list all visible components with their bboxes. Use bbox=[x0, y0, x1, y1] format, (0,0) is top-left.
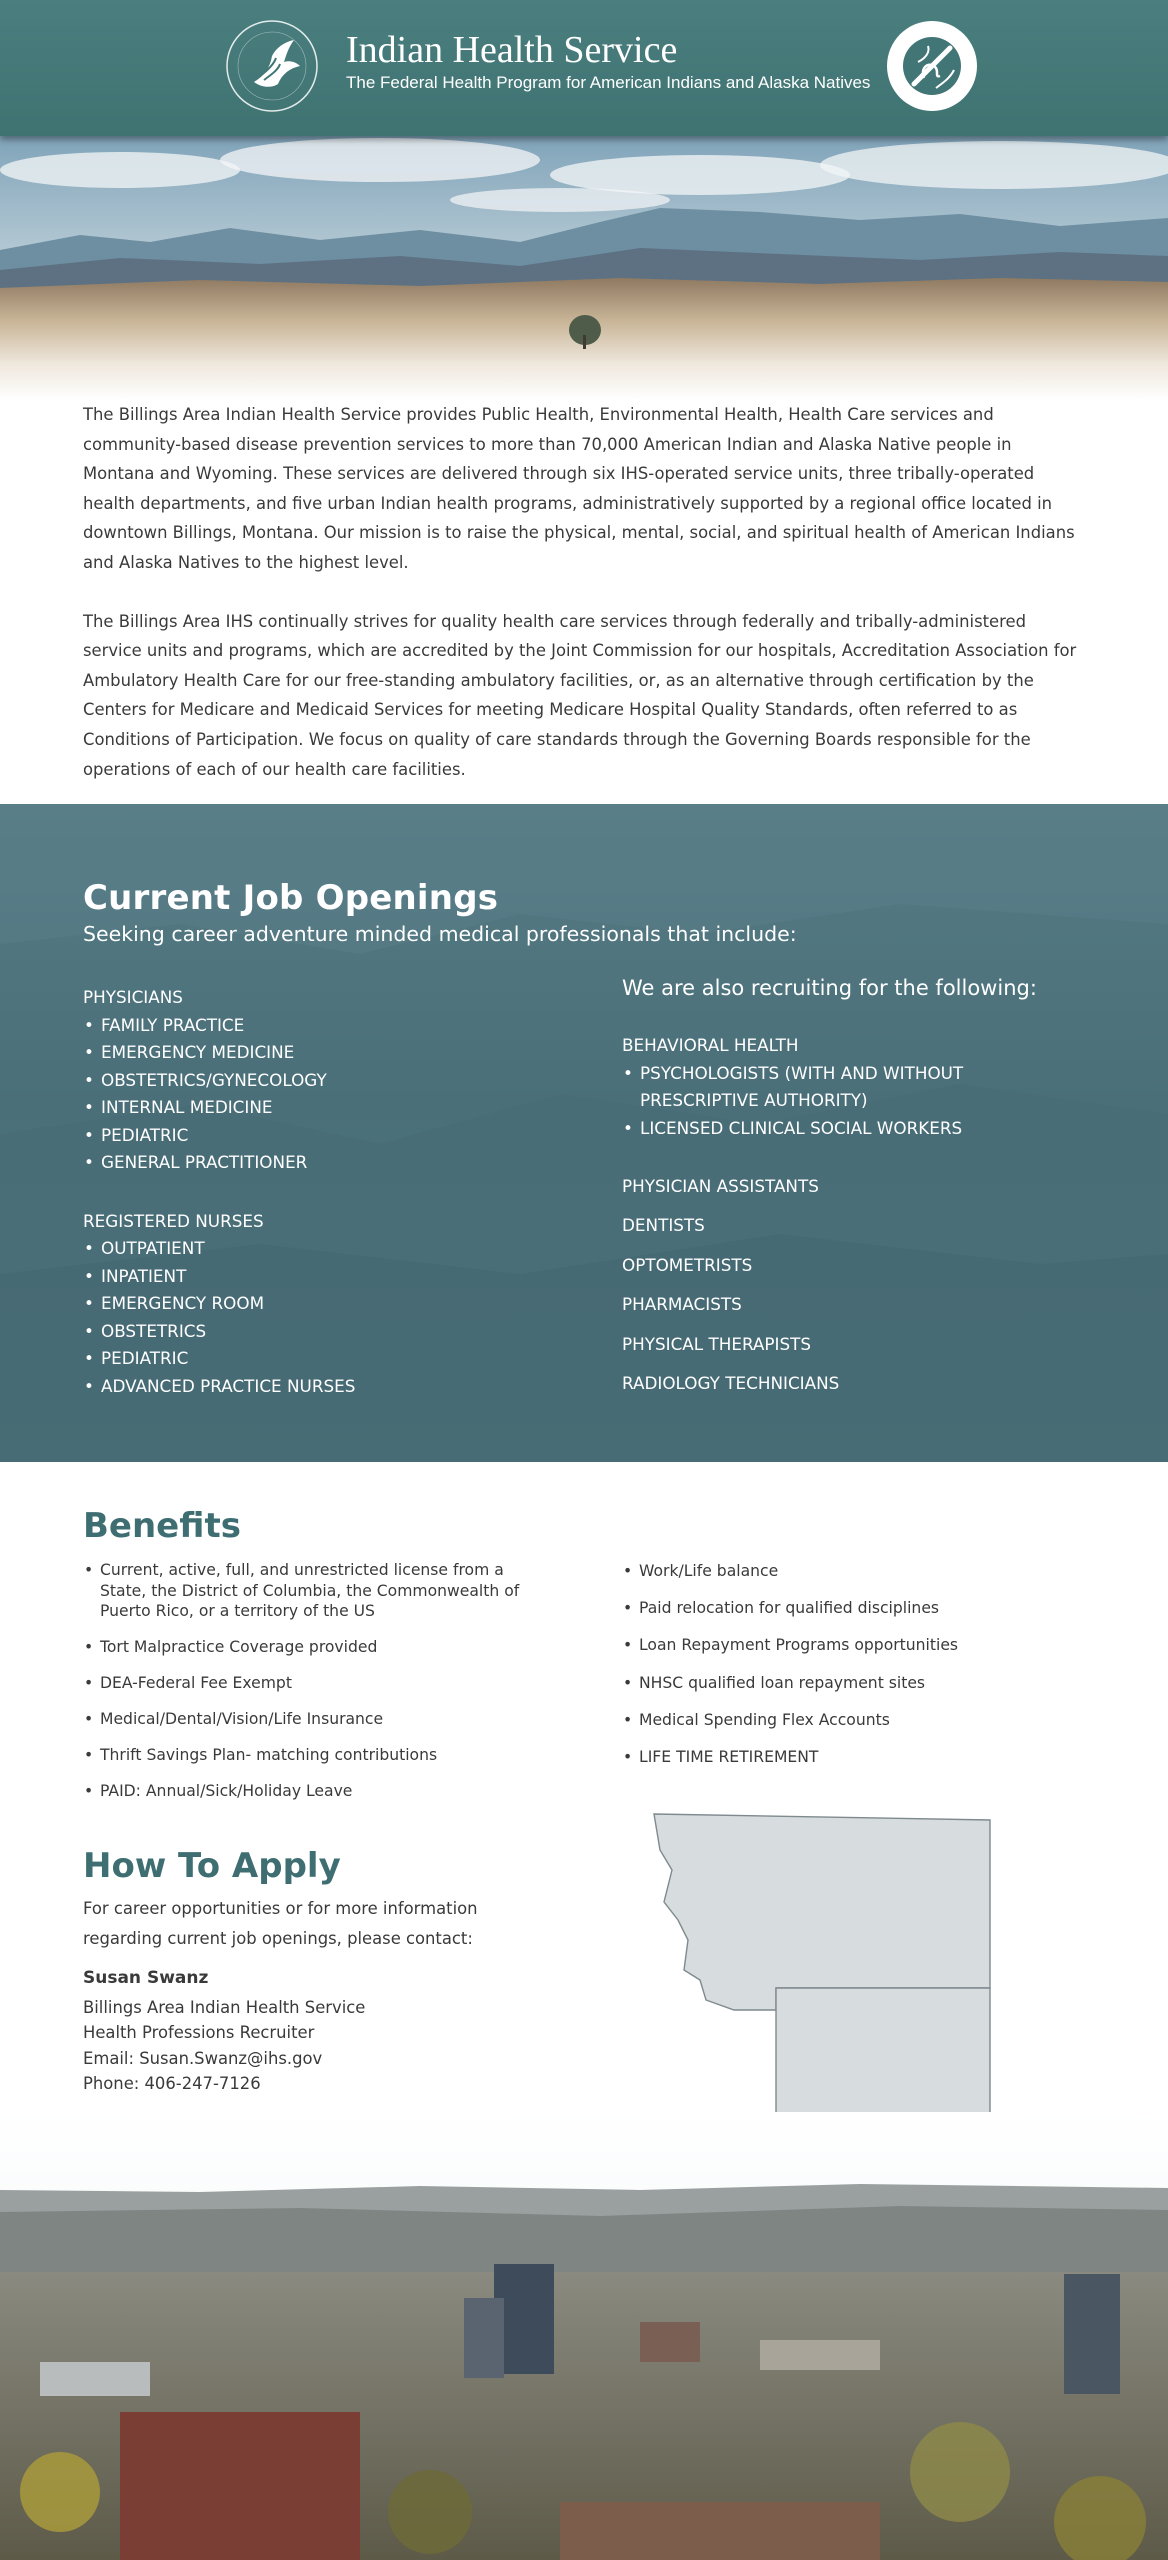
hhs-eagle-seal-icon bbox=[224, 18, 320, 114]
jobs-subtitle: Seeking career adventure minded medical professionals that include: bbox=[83, 922, 797, 946]
contact-role: Health Professions Recruiter bbox=[83, 2023, 315, 2042]
job-openings-section bbox=[0, 804, 1168, 1462]
jobs-title: Current Job Openings bbox=[83, 878, 499, 918]
physicians-heading: PHYSICIANS bbox=[83, 987, 183, 1007]
site-title: Indian Health Service bbox=[346, 29, 678, 71]
nurses-list bbox=[83, 1235, 583, 1400]
jobs-left-column bbox=[83, 984, 583, 1400]
list-item: • Current, active, full, and unrestricted license from a State, the District of Columbia, the Commonwealth of Puerto Rico, or a territory of the US bbox=[83, 1560, 553, 1622]
list-item: • GENERAL PRACTITIONER bbox=[83, 1149, 583, 1177]
list-item: • Thrift Savings Plan- matching contributions bbox=[83, 1745, 563, 1766]
site-subtitle: The Federal Health Program for American Indians and Alaska Natives bbox=[346, 73, 871, 92]
list-item: • INPATIENT bbox=[83, 1263, 583, 1291]
intro-paragraph-1: The Billings Area Indian Health Service provides Public Health, Environmental Health, Health Care services and community-based disease prevention services to more than 70,000 American Indian and Alaska Native people in Montana and Wyoming. These services are delivered through six IHS-operated service units, three tribally-operated health departments, and five urban Indian health programs, administratively supported by a regional office located in downtown Billings, Montana. Our mission is to raise the physical, mental, social, and spiritual health of American Indians and Alaska Natives to the highest level. bbox=[83, 405, 1075, 572]
list-item: • LICENSED CLINICAL SOCIAL WORKERS bbox=[622, 1115, 1002, 1143]
role-item: PHYSICIAN ASSISTANTS bbox=[622, 1176, 819, 1196]
list-item: • PAID: Annual/Sick/Holiday Leave bbox=[83, 1781, 563, 1802]
jobs-right-column bbox=[622, 974, 1102, 1409]
contact-email[interactable]: Email: Susan.Swanz@ihs.gov bbox=[83, 2048, 323, 2068]
benefits-left-list bbox=[83, 1560, 563, 1818]
list-item: • ADVANCED PRACTICE NURSES bbox=[83, 1373, 583, 1401]
benefits-right-list bbox=[622, 1561, 1102, 1784]
hero-landscape-image bbox=[0, 130, 1168, 400]
behavioral-heading: BEHAVIORAL HEALTH bbox=[622, 1035, 799, 1055]
list-item: • OUTPATIENT bbox=[83, 1235, 583, 1263]
role-item: PHYSICAL THERAPISTS bbox=[622, 1333, 812, 1354]
list-item: • EMERGENCY MEDICINE bbox=[83, 1039, 583, 1067]
site-header bbox=[0, 0, 1168, 136]
list-item: • NHSC qualified loan repayment sites bbox=[622, 1673, 1102, 1694]
contact-name: Susan Swanz bbox=[83, 1968, 209, 1988]
list-item: • OBSTETRICS/GYNECOLOGY bbox=[83, 1067, 583, 1095]
how-to-apply-title: How To Apply bbox=[83, 1846, 341, 1886]
list-item: • Work/Life balance bbox=[622, 1561, 1102, 1582]
role-item: DENTISTS bbox=[622, 1215, 705, 1236]
contact-phone[interactable]: Phone: 406-247-7126 bbox=[83, 2074, 261, 2093]
apply-text: For career opportunities or for more information regarding current job openings, please contact: bbox=[83, 1899, 478, 1948]
list-item: • PEDIATRIC bbox=[83, 1345, 583, 1373]
intro-text bbox=[83, 400, 1085, 813]
list-item: • Medical Spending Flex Accounts bbox=[622, 1710, 1102, 1731]
list-item: • DEA-Federal Fee Exempt bbox=[83, 1673, 563, 1694]
list-item: • Loan Repayment Programs opportunities bbox=[622, 1635, 1102, 1656]
role-item: RADIOLOGY TECHNICIANS bbox=[622, 1372, 840, 1393]
billings-city-image bbox=[0, 2112, 1168, 2560]
contact-block bbox=[83, 1966, 365, 2097]
list-item: • LIFE TIME RETIREMENT bbox=[622, 1747, 1102, 1768]
list-item: • OBSTETRICS bbox=[83, 1318, 583, 1346]
list-item: • PEDIATRIC bbox=[83, 1122, 583, 1150]
list-item: • Tort Malpractice Coverage provided bbox=[83, 1637, 563, 1658]
list-item: • INTERNAL MEDICINE bbox=[83, 1094, 583, 1122]
role-item: PHARMACISTS bbox=[622, 1294, 742, 1315]
role-item: OPTOMETRISTS bbox=[622, 1254, 753, 1275]
list-item: • Medical/Dental/Vision/Life Insurance bbox=[83, 1709, 563, 1730]
benefits-title: Benefits bbox=[83, 1506, 241, 1546]
physicians-list bbox=[83, 1012, 583, 1177]
behavioral-list bbox=[622, 1060, 1002, 1143]
list-item: • Paid relocation for qualified disciplines bbox=[622, 1598, 1102, 1619]
list-item: • PSYCHOLOGISTS (WITH AND WITHOUT PRESCRIPTIVE AUTHORITY) bbox=[622, 1060, 1002, 1115]
list-item: • EMERGENCY ROOM bbox=[83, 1290, 583, 1318]
contact-org: Billings Area Indian Health Service bbox=[83, 1997, 366, 2017]
phs-seal-icon bbox=[884, 18, 980, 114]
nurses-heading: REGISTERED NURSES bbox=[83, 1210, 264, 1231]
also-recruiting-heading: We are also recruiting for the following: bbox=[622, 976, 1037, 1000]
list-item: • FAMILY PRACTICE bbox=[83, 1012, 583, 1040]
montana-wyoming-map-icon bbox=[650, 1810, 1000, 2150]
intro-paragraph-2: The Billings Area IHS continually strives for quality health care services through federally and tribally-administered service units and programs, which are accredited by the Joint Commission for our hospitals, Accreditation Association for Ambulatory Health Care for our free-standing ambulatory facilities, or, as an alternative through certification by the Centers for Medicare and Medicaid Services for meeting Medicare Hospital Quality Standards, often referred to as Conditions of Participation. We focus on quality of care standards through the Governing Boards responsible for the operations of each of our health care facilities. bbox=[83, 611, 1077, 779]
